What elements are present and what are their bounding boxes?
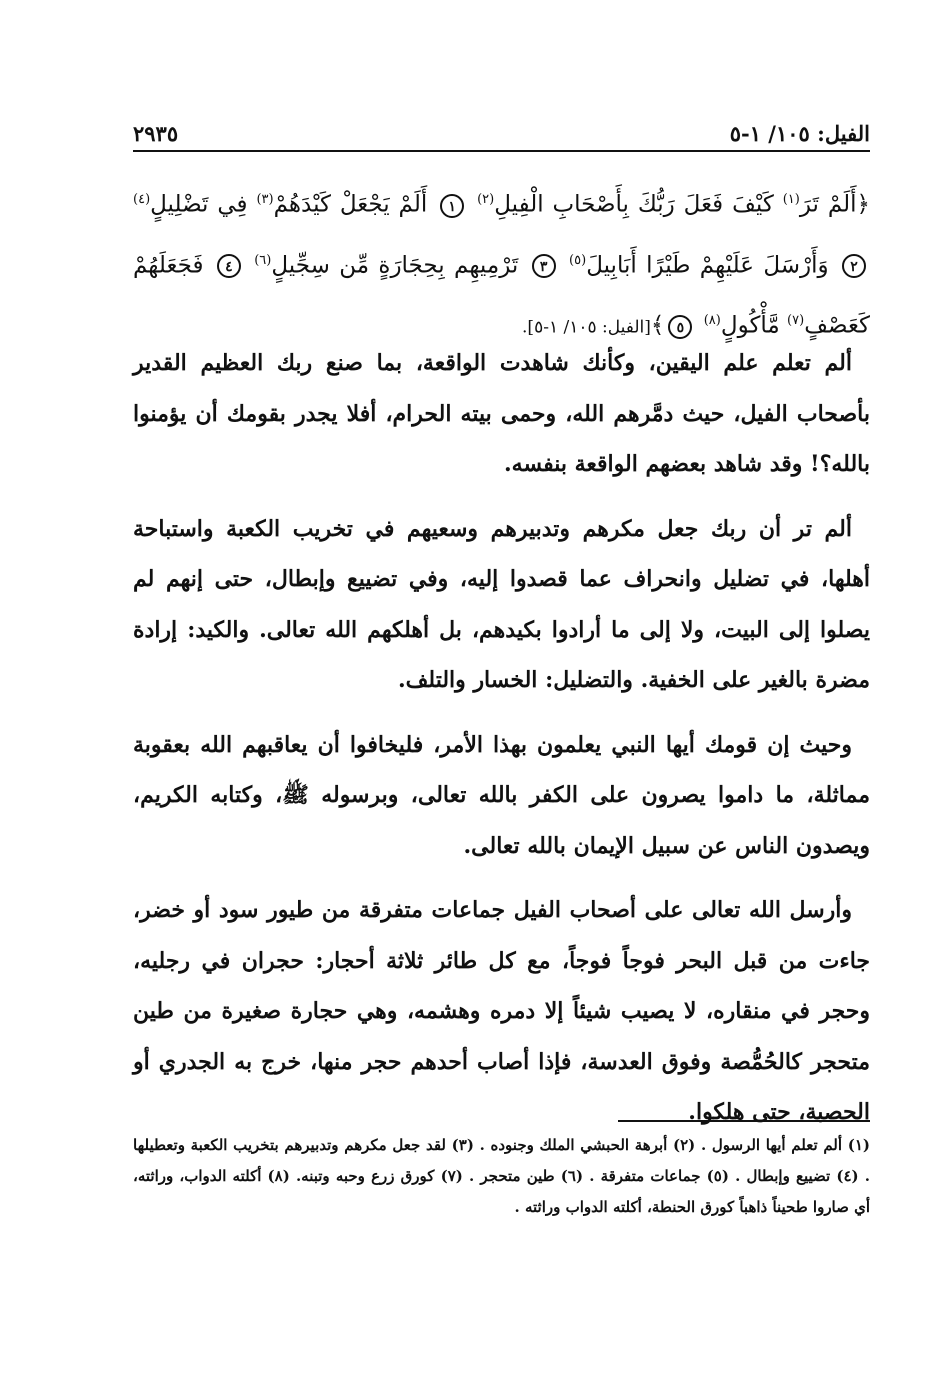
verse-text: كَيْفَ فَعَلَ رَبُّكَ بِأَصْحَابِ الْفِيلِ bbox=[494, 191, 783, 218]
page-number: ٢٩٣٥ bbox=[133, 121, 179, 146]
verse-text: فَجَعَلَهُمْ كَعَصْفٍ bbox=[133, 252, 870, 339]
ayah-number-icon: ١ bbox=[440, 194, 464, 218]
verse-text: فِي تَضْلِيلٍ bbox=[150, 191, 257, 218]
commentary-body bbox=[133, 338, 870, 1152]
commentary-paragraph: ألم تر أن ربك جعل مكرهم وتدبيرهم وسعيهم في تخريب الكعبة واستباحة أهلها، في تضليل وانحراف عما قصدوا إليه، وفي تضييع وإبطال، حتى إنهم لم يصلوا إلى البيت، ولا إلى ما أرادوا بكيدهم، بل أهلكهم الله تعالى. والكيد: إرادة مضرة بالغير على الخفية. والتضليل: الخسار والتلف. bbox=[133, 515, 870, 693]
verse-close-bracket: ﴾ bbox=[650, 312, 665, 339]
ayah-number-icon: ٣ bbox=[532, 254, 556, 278]
verse-reference: [الفيل: ١٠٥/ ١-٥]. bbox=[522, 317, 651, 338]
ayah-number-icon: ٤ bbox=[217, 254, 241, 278]
page-header bbox=[133, 112, 870, 152]
commentary-paragraph: ألم تعلم علم اليقين، وكأنك شاهدت الواقعة، بما صنع ربك العظيم القدير بأصحاب الفيل، حيث دمَّرهم الله، وحمى بيته الحرام، أفلا يجدر بقومك أن يؤمنوا بالله؟! وقد شاهد بعضهم الواقعة بنفسه. bbox=[133, 350, 870, 477]
ayah-number-icon: ٥ bbox=[668, 315, 692, 339]
verse-text: أَلَمْ تَرَ bbox=[799, 191, 857, 218]
verse-text: مَّأْكُولٍ bbox=[720, 312, 788, 339]
commentary-paragraph: وأرسل الله تعالى على أصحاب الفيل جماعات متفرقة من طيور سود أو خضر، جاءت من قبل البحر فوجاً فوجاً، مع كل طائر ثلاثة أحجار: حجران في رجليه، وحجر في منقاره، لا يصيب شيئاً إلا دمره وهشمه، وهي حجارة صغيرة من طين متحجر كالحُمُّصة وفوق العدسة، فإذا أصاب أحدهم حجر منها، خرج به الجدري أو الحصبة، حتى هلكوا. bbox=[133, 897, 870, 1125]
footnote-ref: (٨) bbox=[703, 313, 721, 329]
commentary-paragraph: وحيث إن قومك أيها النبي يعلمون بهذا الأمر، فليخافوا أن يعاقبهم الله بعقوبة مماثلة، ما داموا يصرون على الكفر بالله تعالى، وبرسوله ﷺ، وكتابه الكريم، ويصدون الناس عن سبيل الإيمان بالله تعالى. bbox=[133, 731, 870, 859]
verse-text: تَرْمِيهِم بِحِجَارَةٍ مِّن سِجِّيلٍ bbox=[271, 252, 519, 279]
footnote-divider bbox=[618, 1120, 870, 1122]
footnote-ref: (٥) bbox=[569, 252, 587, 268]
footnote-ref: (٣) bbox=[256, 192, 274, 207]
footnote-ref: (١) bbox=[782, 192, 800, 207]
footnote-ref: (٤) bbox=[133, 192, 151, 207]
ayah-number-icon: ٢ bbox=[842, 254, 866, 278]
quran-verse-block bbox=[133, 172, 870, 356]
verse-text: أَلَمْ يَجْعَلْ كَيْدَهُمْ bbox=[273, 191, 428, 218]
footnote-ref: (٦) bbox=[254, 252, 272, 268]
page-title: الفيل: ١٠٥/ ١-٥ bbox=[729, 121, 870, 146]
verse-text: وَأَرْسَلَ عَلَيْهِمْ طَيْرًا أَبَابِيلَ bbox=[586, 252, 829, 279]
footnotes: (١) ألم تعلم أيها الرسول . (٢) أبرهة الحبشي الملك وجنوده . (٣) لقد جعل مكرهم وتدبيرهم بتخريب الكعبة وتعطيلها . (٤) تضييع وإبطال . (٥) جماعات متفرقة . (٦) طين متحجر . (٧) كورق زرع وحبه وتبنه. (٨) أكلته الدواب، وراثته، أي صاروا طحيناً ذاهباً كورق الحنطة، أكلته الدواب وراثته . bbox=[133, 1136, 871, 1216]
verse-open-bracket: ﴿ bbox=[856, 191, 871, 218]
footnote-ref: (٢) bbox=[477, 192, 495, 207]
footnote-ref: (٧) bbox=[787, 313, 805, 329]
